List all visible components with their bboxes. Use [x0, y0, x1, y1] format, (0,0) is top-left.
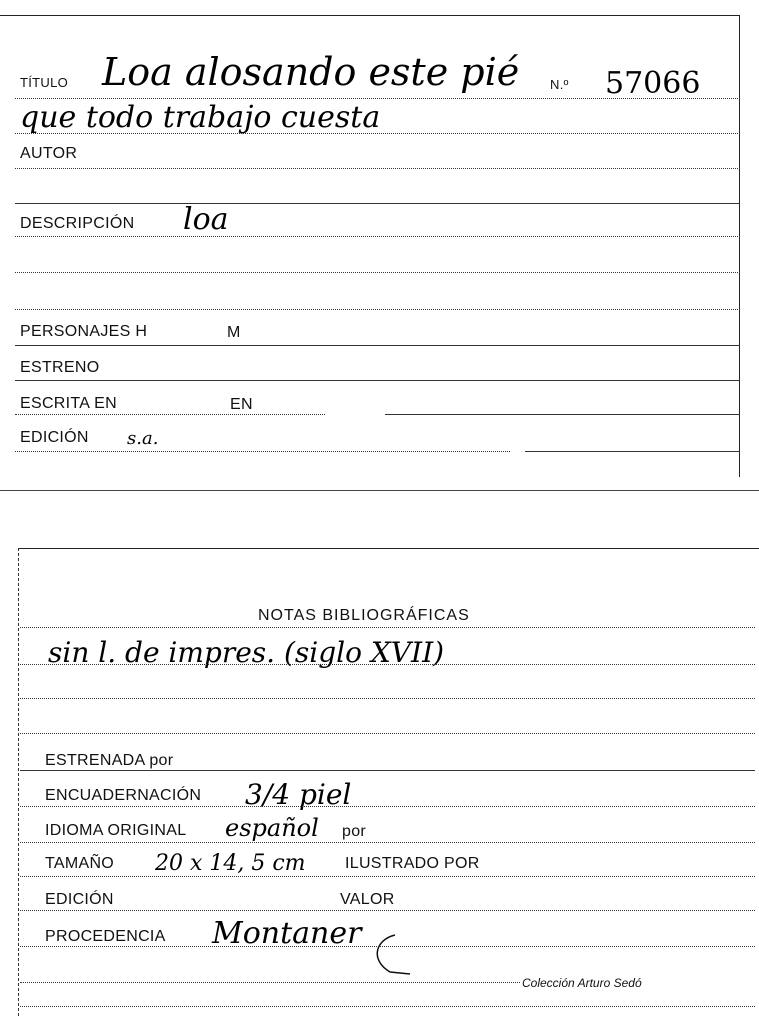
rule-line [20, 733, 755, 734]
rule-line [15, 236, 740, 237]
titulo-label: TÍTULO [20, 75, 69, 90]
autor-label: AUTOR [20, 145, 78, 162]
estreno-label: ESTRENO [20, 359, 100, 376]
rule-line [15, 451, 510, 452]
rule-line [20, 806, 755, 807]
personajes-label: PERSONAJES H [20, 323, 148, 340]
collection-footer: Colección Arturo Sedó [522, 976, 642, 990]
rule-line [20, 910, 755, 911]
rule-line [385, 414, 740, 415]
rule-line [15, 168, 740, 169]
edicion-value: s.a. [127, 428, 159, 449]
titulo-value-line1: Loa alosando este pié [102, 50, 520, 94]
rule-line [15, 380, 740, 381]
rule-line [20, 770, 755, 771]
procedencia-value: Montaner [212, 916, 362, 951]
rule-line [20, 876, 755, 877]
tamano-value: 20 x 14, 5 cm [155, 851, 306, 876]
idioma-label: IDIOMA ORIGINAL [45, 822, 187, 839]
idioma-value: español [225, 814, 319, 842]
estrenada-label: ESTRENADA por [45, 752, 174, 769]
rule-line [20, 982, 520, 983]
rule-line [15, 309, 740, 310]
notas-heading: NOTAS BIBLIOGRÁFICAS [258, 607, 470, 624]
pen-stroke-mark [365, 930, 425, 980]
back-edicion-label: EDICIÓN [45, 891, 114, 908]
ilustrado-label: ILUSTRADO POR [345, 855, 480, 872]
tamano-label: TAMAÑO [45, 855, 115, 872]
numero-label: N.º [550, 77, 569, 92]
card-front-bottom-edge [0, 490, 759, 491]
rule-line [15, 345, 740, 346]
rule-line [15, 414, 325, 415]
encuadernacion-value: 3/4 piel [245, 778, 352, 811]
rule-line [20, 664, 755, 665]
titulo-value-line2: que todo trabajo cuesta [20, 100, 381, 135]
procedencia-label: PROCEDENCIA [45, 928, 166, 945]
descripcion-value: loa [183, 202, 229, 237]
edicion-label: EDICIÓN [20, 429, 89, 446]
rule-line [15, 272, 740, 273]
rule-line [15, 203, 740, 204]
rule-line [20, 627, 755, 628]
valor-label: VALOR [340, 891, 395, 908]
personajes-m-label: M [227, 324, 241, 341]
notas-value: sin l. de impres. (siglo XVII) [48, 636, 445, 669]
escrita-en-label: ESCRITA EN [20, 395, 117, 412]
rule-line [20, 1006, 755, 1007]
rule-line [525, 451, 740, 452]
numero-value: 57066 [605, 66, 701, 101]
descripcion-label: DESCRIPCIÓN [20, 215, 135, 232]
en-label: EN [230, 396, 253, 413]
rule-line [20, 698, 755, 699]
rule-line [20, 842, 755, 843]
rule-line [20, 946, 755, 947]
por-label: por [342, 823, 367, 840]
encuadernacion-label: ENCUADERNACIÓN [45, 787, 202, 804]
